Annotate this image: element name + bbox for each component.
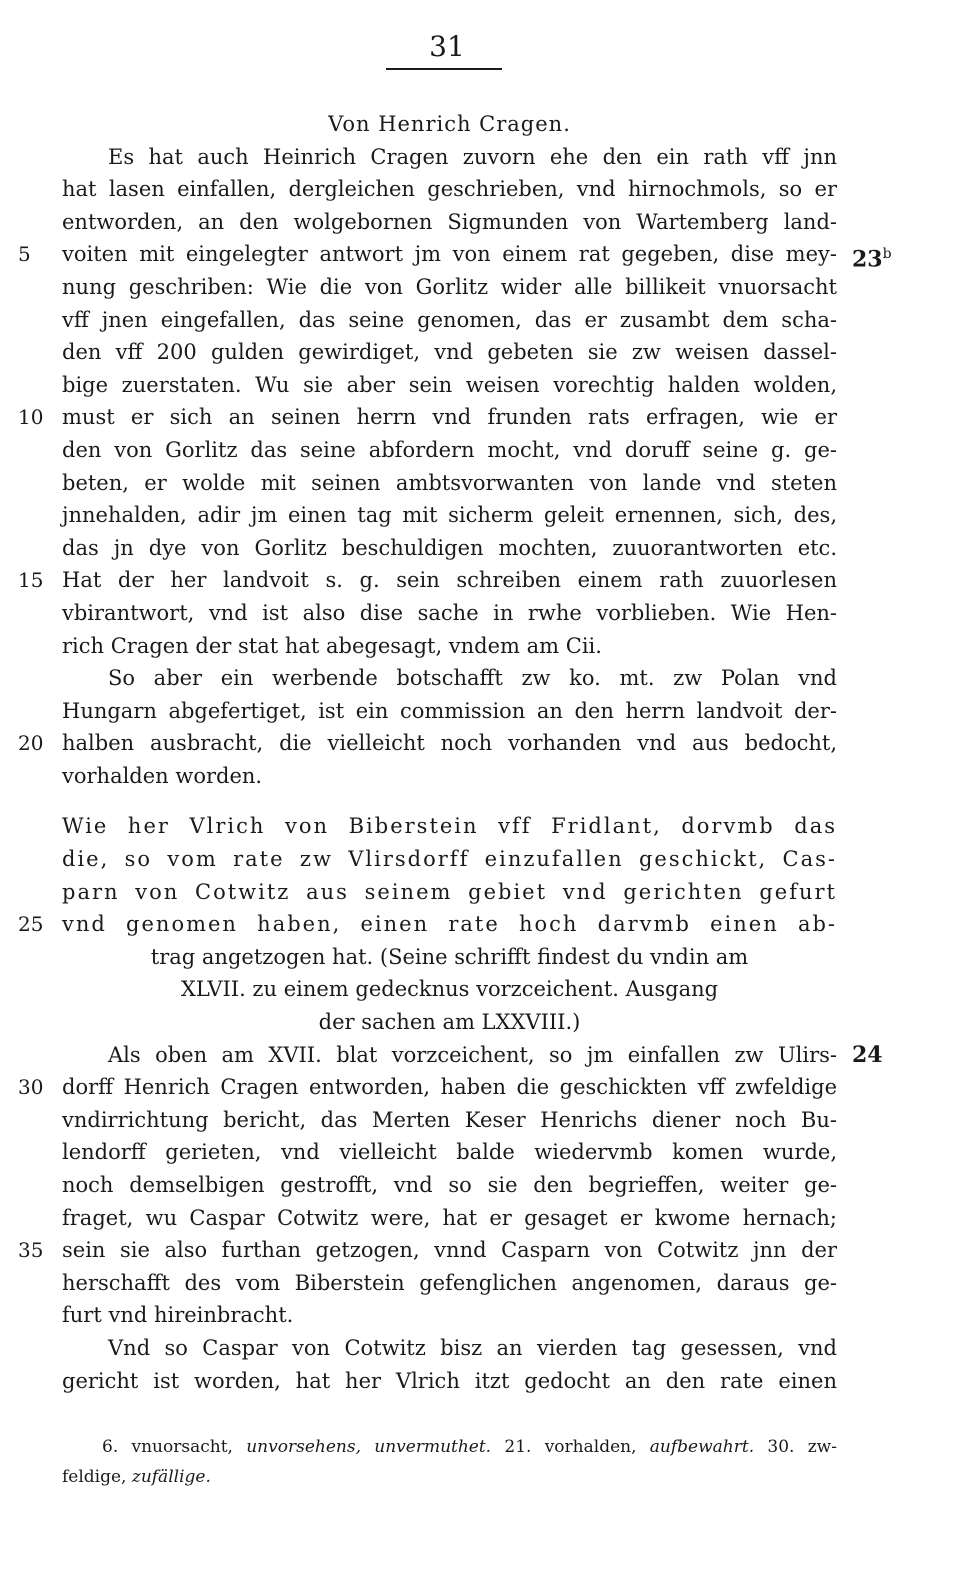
text-line	[0, 695, 960, 728]
text-line	[0, 876, 960, 909]
text-line	[0, 1071, 960, 1104]
line-text: der sachen am LXXVIII.)	[318, 1010, 581, 1035]
line-text: sein sie also furthan getzogen, vnnd Casparn von Cotwitz jnn der	[62, 1238, 837, 1263]
line-text: Vnd so Caspar von Cotwitz bisz an vierden tag gesessen, vnd	[108, 1335, 837, 1360]
text-line	[0, 401, 960, 434]
line-text: trag angetzogen hat. (Seine schrifft findest du vndin am	[150, 944, 749, 969]
text-line	[0, 238, 960, 271]
line-text: die, so vom rate zw Vlirsdorff einzufallen geschickt, Cas-	[62, 847, 837, 872]
line-text: den von Gorlitz das seine abfordern mocht, vnd doruff seine g. ge-	[62, 437, 837, 462]
section-heading	[0, 108, 960, 141]
line-text: jnnehalden, adir jm einen tag mit sicherm geleit ernennen, sich, des,	[62, 503, 837, 528]
line-text: Als oben am XVII. blat vorzceichent, so jm einfallen zw Ulirs-	[108, 1042, 837, 1067]
line-text: dorff Henrich Cragen entworden, haben die geschickten vff zwfeldige	[62, 1075, 837, 1100]
text-line	[0, 206, 960, 239]
text-line	[0, 369, 960, 402]
line-number: 15	[18, 568, 44, 593]
line-text: hat lasen einfallen, dergleichen geschrieben, vnd hirnochmols, so er	[62, 177, 837, 202]
line-text: vbirantwort, vnd ist also dise sache in rwhe vorblieben. Wie Hen-	[62, 600, 837, 625]
header-rule	[386, 68, 502, 70]
line-text: bige zuerstaten. Wu sie aber sein weisen vorechtig halden wolden,	[62, 372, 837, 397]
text-line	[0, 499, 960, 532]
line-text: rich Cragen der stat hat abegesagt, vndem am Cii.	[62, 633, 602, 658]
line-text: entworden, an den wolgebornen Sigmunden von Wartemberg land-	[62, 209, 837, 234]
line-text: beten, er wolde mit seinen ambtsvorwanten von lande vnd steten	[62, 470, 837, 495]
line-text: voiten mit eingelegter antwort jm von einem rat gegeben, dise mey-	[62, 242, 837, 267]
line-text: den vff 200 gulden gewirdiget, vnd gebeten sie zw weisen dassel-	[62, 340, 837, 365]
footnote-segment: 30. zw-	[754, 1437, 837, 1457]
text-line	[0, 336, 960, 369]
text-line	[0, 1332, 960, 1365]
text-line	[0, 1169, 960, 1202]
line-text: fraget, wu Caspar Cotwitz were, hat er gesaget er kwome hernach;	[62, 1205, 837, 1230]
text-line	[0, 597, 960, 630]
text-line	[0, 630, 960, 663]
margin-folio-value: 23	[852, 246, 883, 273]
text-line	[0, 304, 960, 337]
line-number: 10	[18, 405, 44, 430]
text-line	[0, 173, 960, 206]
line-text: noch demselbigen gestrofft, vnd so sie den begrieffen, weiter ge-	[62, 1173, 837, 1197]
text-line	[0, 1104, 960, 1137]
text-line	[0, 532, 960, 565]
text-line	[0, 662, 960, 695]
text-line	[0, 271, 960, 304]
line-text: gericht ist worden, hat her Vlrich itzt gedocht an den rate einen	[62, 1368, 837, 1393]
line-text: furt vnd hireinbracht.	[62, 1303, 294, 1328]
line-number: 30	[18, 1075, 44, 1100]
margin-folio-side: b	[882, 246, 892, 263]
text-line	[0, 1365, 960, 1398]
page-body	[0, 108, 960, 1397]
line-text: parn von Cotwitz aus seinem gebiet vnd gerichten gefurt	[62, 879, 837, 904]
margin-folio-number	[852, 1039, 883, 1072]
line-text: lendorff gerieten, vnd vielleicht balde wiedervmb komen wurde,	[62, 1140, 837, 1165]
line-text: vndirrichtung bericht, das Merten Keser Henrichs diener noch Bu-	[62, 1107, 837, 1132]
text-line	[0, 908, 960, 941]
text-line	[0, 1234, 960, 1267]
text-line	[0, 434, 960, 467]
line-text: vnd genomen haben, einen rate hoch darvmb einen ab-	[62, 912, 837, 937]
line-text: XLVII. zu einem gedecknus vorzceichent. Ausgang	[180, 977, 719, 1002]
footnote-segment: 6. vnuorsacht,	[102, 1437, 247, 1457]
text-line	[0, 1299, 960, 1332]
line-text: vff jnen eingefallen, das seine genomen, das er zusambt dem scha-	[62, 307, 837, 332]
line-text: das jn dye von Gorlitz beschuldigen mochten, zuuorantworten etc.	[62, 535, 837, 560]
line-number: 20	[18, 731, 44, 756]
line-text: Hat der her landvoit s. g. sein schreiben einem rath zuuorlesen	[62, 568, 837, 593]
footnote-segment: 21. vorhalden,	[491, 1437, 650, 1457]
footnote-segment: aufbewahrt.	[649, 1437, 755, 1457]
line-text: So aber ein werbende botschafft zw ko. mt. zw Polan vnd	[108, 666, 837, 691]
text-line	[0, 141, 960, 174]
text-line	[0, 1039, 960, 1072]
text-line	[0, 843, 960, 876]
text-line	[0, 1267, 960, 1300]
footnote-line	[62, 1432, 837, 1462]
line-number: 25	[18, 912, 44, 937]
footnote-line	[62, 1462, 837, 1492]
line-text: must er sich an seinen herrn vnd frunden rats erfragen, wie er	[62, 405, 837, 430]
line-text: halben ausbracht, die vielleicht noch vorhanden vnd aus bedocht,	[62, 731, 837, 756]
footnote-segment: zufällige.	[131, 1467, 211, 1487]
text-line	[0, 760, 960, 793]
line-text: Hungarn abgefertiget, ist ein commission an den herrn landvoit der-	[62, 698, 837, 723]
line-text: Es hat auch Heinrich Cragen zuvorn ehe den ein rath vff jnn	[108, 144, 837, 169]
text-line	[0, 941, 960, 974]
line-text: vorhalden worden.	[62, 763, 263, 788]
text-line	[0, 727, 960, 760]
text-line	[0, 1136, 960, 1169]
text-line	[0, 1006, 960, 1039]
line-number: 35	[18, 1238, 44, 1263]
line-text: Von Henrich Cragen.	[328, 112, 571, 136]
line-text: Wie her Vlrich von Biberstein vff Fridlant, dorvmb das	[62, 814, 837, 839]
text-line	[0, 564, 960, 597]
text-line	[0, 1202, 960, 1235]
text-line	[0, 973, 960, 1006]
footnotes	[62, 1432, 837, 1492]
footnote-segment: unvorsehens, unvermuthet.	[246, 1437, 492, 1457]
margin-folio-value: 24	[852, 1041, 883, 1068]
page-number: 31	[429, 30, 465, 63]
footnote-segment: feldige,	[62, 1467, 132, 1487]
text-line	[0, 810, 960, 843]
line-number: 5	[18, 242, 31, 267]
section-gap	[0, 792, 960, 810]
line-text: nung geschriben: Wie die von Gorlitz wider alle billikeit vnuorsacht	[62, 274, 837, 299]
text-line	[0, 467, 960, 500]
line-text: herschafft des vom Biberstein gefenglichen angenomen, daraus ge-	[62, 1270, 837, 1295]
